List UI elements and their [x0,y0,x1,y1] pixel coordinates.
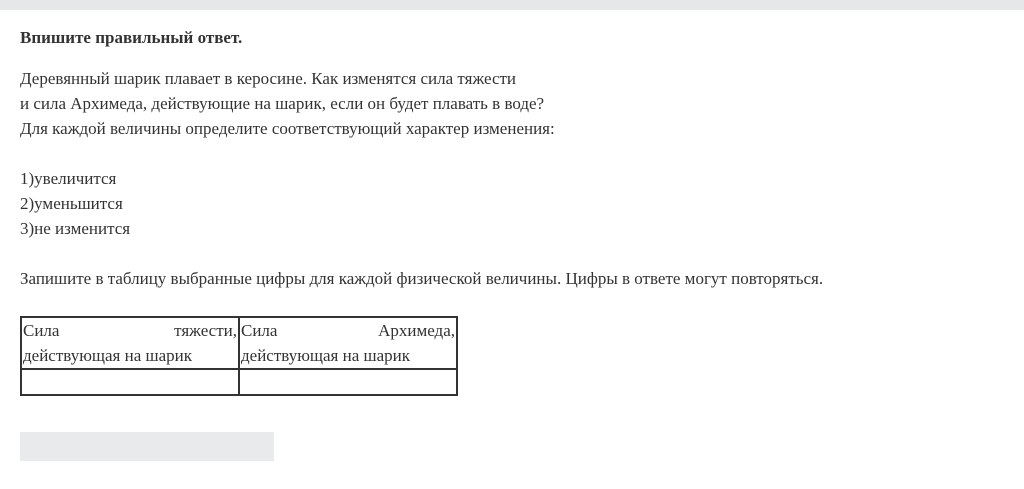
option-decrease: 2)уменьшится [20,194,123,213]
header-archimedes-line2: действующая на шарик [241,346,411,365]
answer-input-box[interactable] [20,432,274,461]
top-bar [0,0,1024,10]
answer-cell-gravity[interactable] [21,369,239,395]
header-archimedes-force [239,317,457,369]
header-archimedes-word2: Архимеда, [378,321,455,340]
header-gravity-word1: Сила [23,321,60,340]
header-gravity-force [21,317,239,369]
question-line-1: Деревянный шарик плавает в керосине. Как изменятся сила тяжести [20,69,517,88]
option-increase: 1)увеличится [20,169,117,188]
question-line-3: Для каждой величины определите соответствующий характер изменения: [20,119,555,138]
option-unchanged: 3)не изменится [20,219,131,238]
task-instruction: Впишите правильный ответ. [20,28,243,47]
options-list [20,166,1010,241]
table-instruction: Запишите в таблицу выбранные цифры для каждой физической величины. Цифры в ответе могут повторяться. [20,269,824,288]
table-header-row [21,317,457,369]
table-answer-row [21,369,457,395]
answer-cell-archimedes[interactable] [239,369,457,395]
task-content [20,27,1010,291]
header-archimedes-word1: Сила [241,321,278,340]
header-gravity-word2: тяжести, [174,321,237,340]
question-line-2: и сила Архимеда, действующие на шарик, если он будет плавать в воде? [20,94,545,113]
header-gravity-line2: действующая на шарик [23,346,193,365]
answer-table [20,316,458,396]
